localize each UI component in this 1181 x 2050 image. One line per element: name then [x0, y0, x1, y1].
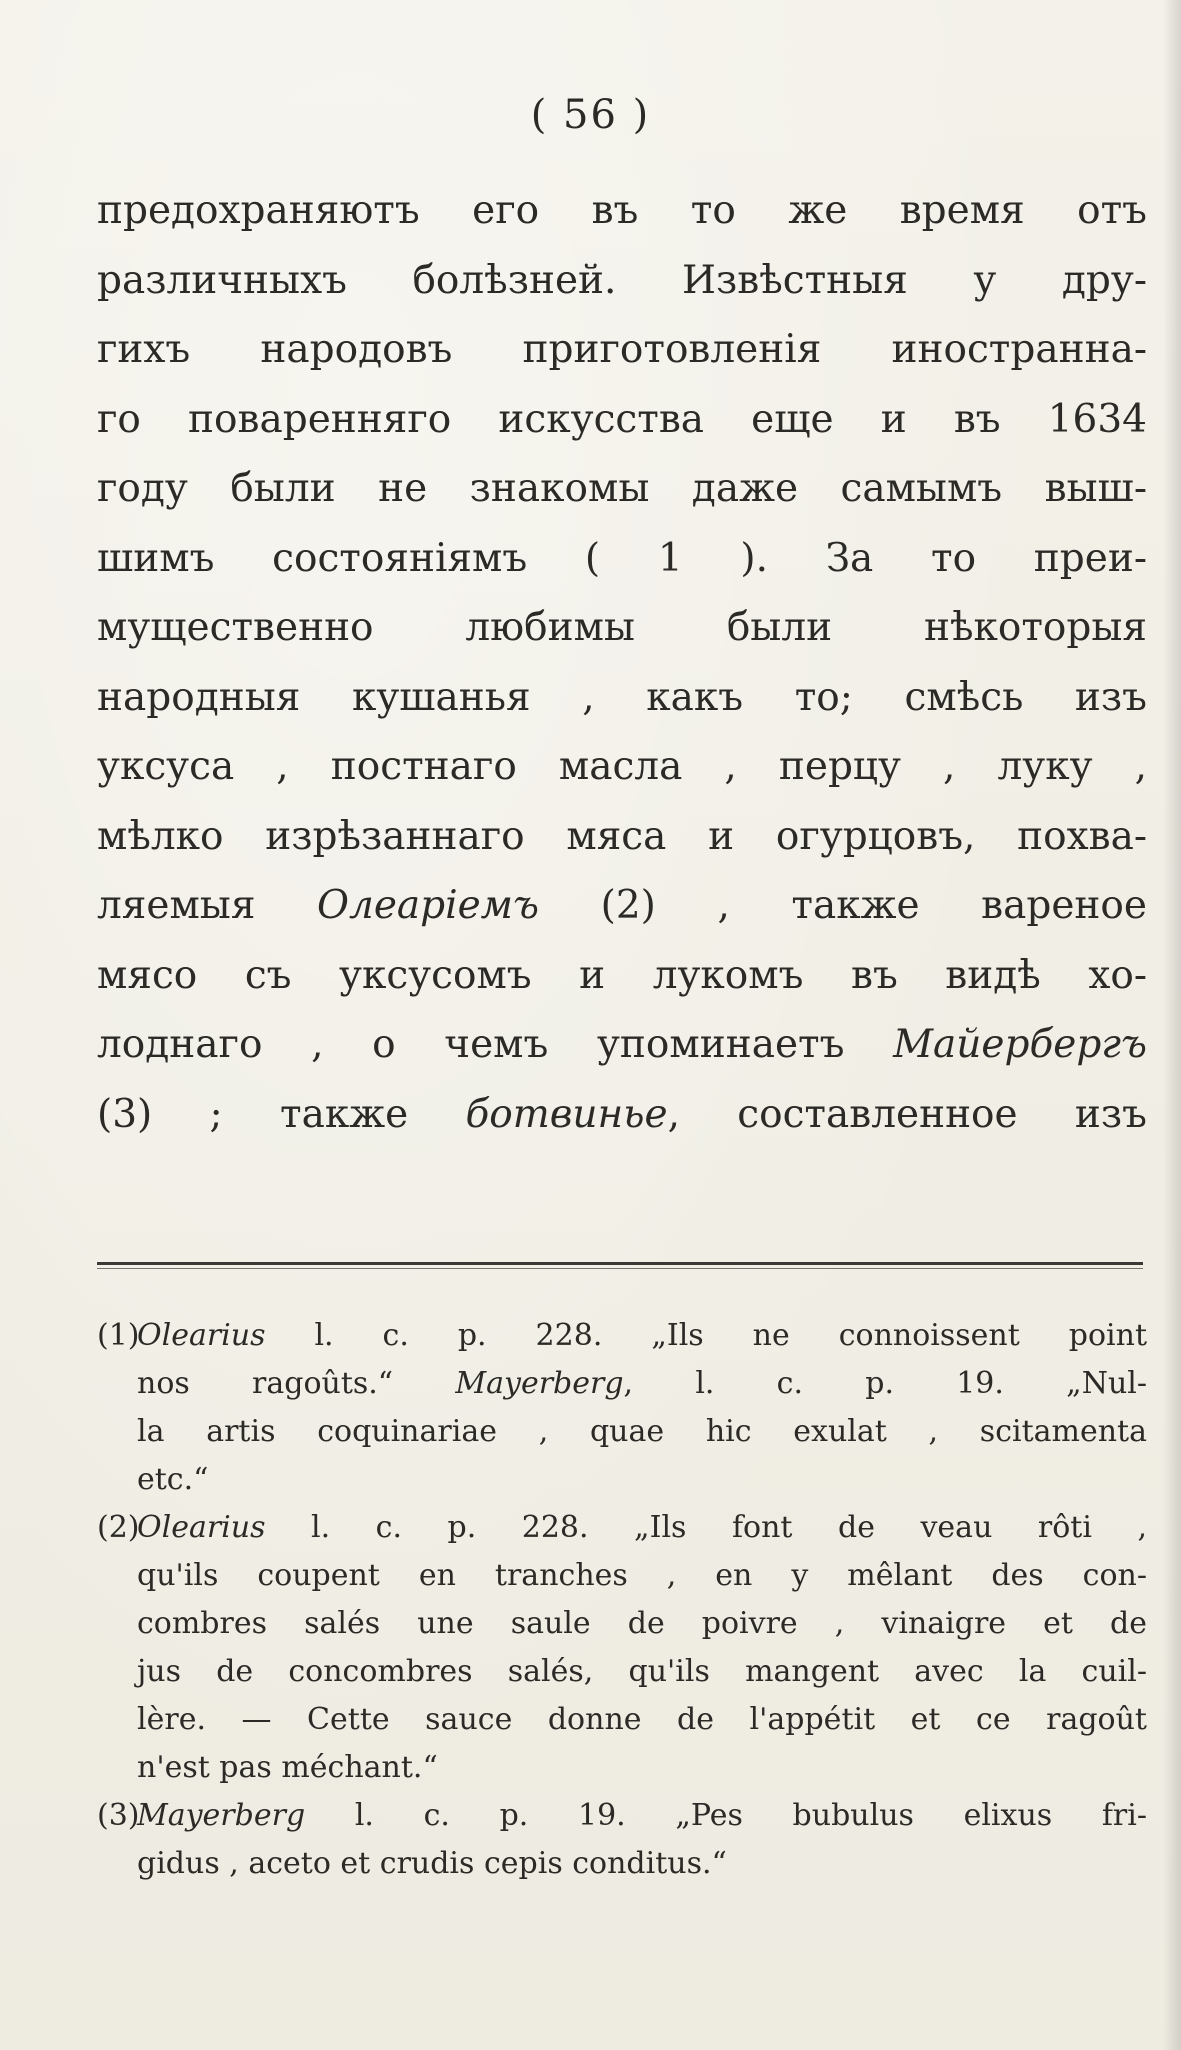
text-run: гихъ народовъ приготовленія иностранна- [97, 327, 1147, 372]
footnote-line [97, 1360, 1147, 1408]
footnote-line [97, 1312, 1147, 1360]
body-line [97, 732, 1147, 802]
body-line [97, 524, 1147, 594]
text-run: уксуса , постнаго масла , перцу , луку , [97, 744, 1147, 789]
text-run: qu'ils coupent en tranches , en y mêlant des con- [137, 1558, 1147, 1593]
footnote-number: (3) [97, 1798, 140, 1833]
text-run: la artis coquinariae , quae hic exulat , scitamenta [137, 1414, 1147, 1449]
footnote-line [97, 1600, 1147, 1648]
body-line [97, 593, 1147, 663]
footnote-line [97, 1408, 1147, 1456]
body-line [97, 663, 1147, 733]
text-run: n'est pas méchant.“ [137, 1750, 438, 1785]
text-run: народныя кушанья , какъ то; смѣсь изъ [97, 674, 1147, 720]
text-run: ляемыя [97, 883, 318, 928]
body-text [97, 176, 1147, 1149]
body-line [97, 176, 1147, 246]
text-run: предохраняютъ его въ то же время отъ [97, 188, 1147, 233]
footnote-number: (1) [97, 1318, 140, 1353]
text-run: (2) , также вареное [539, 883, 1147, 928]
page-edge-shadow [1163, 0, 1181, 2050]
text-run: (3) ; также [97, 1091, 466, 1137]
italic-text: Mayerberg [137, 1798, 306, 1833]
text-run: шимъ состояніямъ ( 1 ). За то преи- [97, 535, 1147, 581]
italic-text: Olearius [137, 1510, 266, 1545]
text-run: etc.“ [137, 1462, 209, 1497]
text-run: , составленное изъ [667, 1091, 1148, 1137]
page-number: ( 56 ) [530, 92, 651, 138]
text-run: мясо съ уксусомъ и лукомъ въ видѣ хо- [97, 952, 1147, 998]
text-run: l. c. p. 228. „Ils font de veau rôti , [265, 1510, 1147, 1545]
text-run: jus de concombres salés, qu'ils mangent avec la cuil- [137, 1654, 1147, 1689]
text-run: году были не знакомы даже самымъ выш- [97, 466, 1147, 511]
italic-text: Олеаріемъ [317, 883, 540, 928]
body-line [97, 941, 1147, 1011]
text-run: nos ragoûts.“ [137, 1366, 456, 1401]
italic-text: Mayerberg [455, 1366, 624, 1401]
italic-text: ботвинье [465, 1091, 668, 1137]
text-run: го поваренняго искусства еще и въ 1634 [97, 396, 1147, 442]
body-line [97, 802, 1147, 872]
footnote-line [97, 1552, 1147, 1600]
footnote-line [97, 1792, 1147, 1840]
body-line [97, 454, 1147, 524]
body-line [97, 871, 1147, 941]
footnote-line [97, 1696, 1147, 1744]
text-run: lère. — Cette sauce donne de l'appétit et ce ragoût [137, 1702, 1147, 1737]
italic-text: Olearius [137, 1318, 266, 1353]
footnote-line [97, 1648, 1147, 1696]
text-run: gidus , aceto et crudis cepis conditus.“ [137, 1846, 727, 1881]
body-line [97, 246, 1147, 316]
body-line [97, 1080, 1147, 1150]
footnote-divider-rule [97, 1268, 1143, 1269]
text-run: l. c. p. 228. „Ils ne connoissent point [265, 1318, 1147, 1353]
footnote-line [97, 1456, 1147, 1504]
text-run: , l. c. p. 19. „Nul- [623, 1366, 1147, 1401]
text-run: combres salés une saule de poivre , vinaigre et de [137, 1606, 1147, 1641]
footnotes [97, 1312, 1147, 1888]
text-run: различныхъ болѣзней. Извѣстныя у дру- [97, 257, 1147, 303]
footnote-line [97, 1840, 1147, 1888]
italic-text: Майербергъ [893, 1022, 1147, 1067]
footnote-number: (2) [97, 1510, 140, 1545]
text-run: мѣлко изрѣзаннаго мяса и огурцовъ, похва- [97, 813, 1147, 859]
footnote-line [97, 1744, 1147, 1792]
body-line [97, 1010, 1147, 1080]
body-line [97, 385, 1147, 455]
body-line [97, 315, 1147, 385]
text-run: лоднаго , о чемъ упоминаетъ [97, 1022, 894, 1067]
footnote-line [97, 1504, 1147, 1552]
text-run: мущественно любимы были нѣкоторыя [97, 605, 1147, 650]
footnote-divider [97, 1262, 1143, 1265]
text-run: l. c. p. 19. „Pes bubulus elixus fri- [305, 1798, 1147, 1833]
